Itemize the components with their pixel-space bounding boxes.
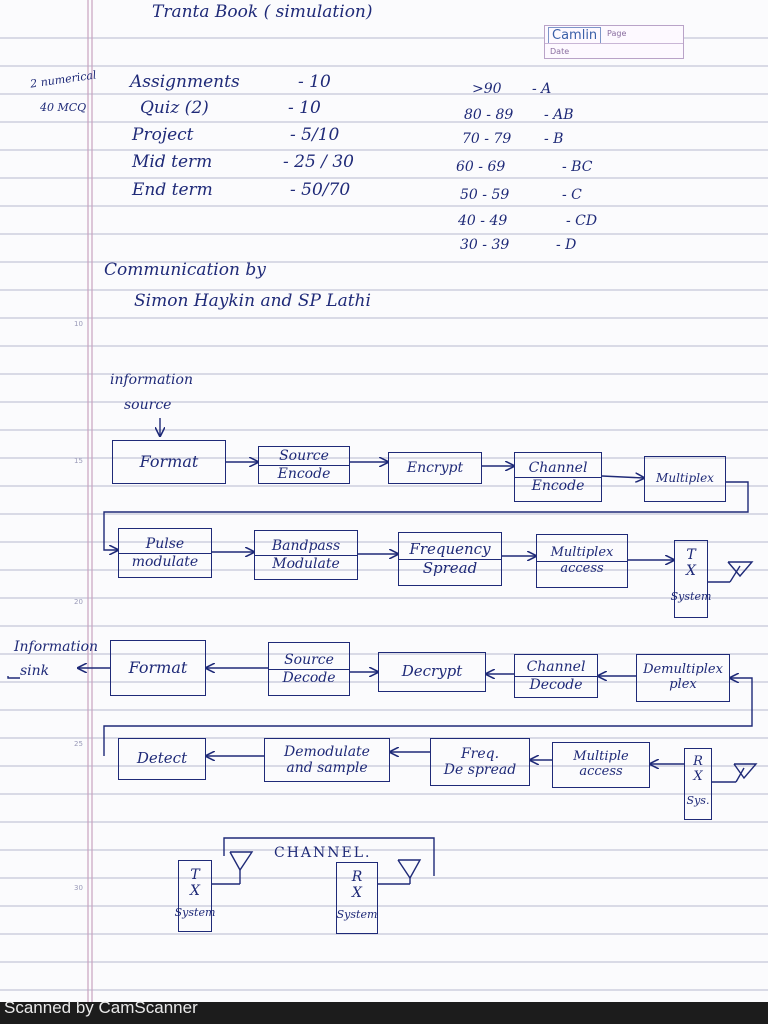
- grade-range: 30 - 39: [460, 237, 510, 253]
- frequency-spread-block: [398, 532, 502, 586]
- block-label: System: [174, 906, 216, 920]
- block-label: X: [686, 563, 696, 580]
- block-label: Source: [284, 652, 334, 669]
- block-label: Multiplex: [550, 544, 614, 560]
- multiple-access-block: [536, 534, 628, 588]
- block-label: and sample: [286, 760, 368, 776]
- line-number: 20: [74, 598, 83, 606]
- grade-range: 40 - 49: [458, 213, 508, 229]
- block-label: R: [351, 869, 363, 885]
- margin-note-mcq: 40 MCQ: [40, 101, 87, 114]
- grade-letter: - BC: [562, 159, 593, 175]
- component-value: - 10: [298, 72, 331, 92]
- component-value: - 5/10: [290, 125, 340, 145]
- component-label: Assignments: [130, 72, 240, 92]
- grade-range: 70 - 79: [462, 131, 512, 147]
- brand-name: Camlin: [548, 27, 601, 44]
- block-label: Multiplex: [656, 471, 714, 486]
- block-label: Sys.: [686, 793, 710, 807]
- block-label: access: [560, 560, 604, 576]
- component-value: - 50/70: [290, 180, 351, 200]
- block-label: Demultiplex: [643, 662, 723, 678]
- demodulate-sample-block: [264, 738, 390, 782]
- page-label: Page: [607, 29, 627, 38]
- block-label: X: [190, 883, 200, 900]
- block-label: Encode: [531, 477, 585, 494]
- block-label: System: [670, 590, 712, 604]
- block-label: Detect: [136, 749, 188, 768]
- grade-letter: - CD: [566, 213, 598, 229]
- date-label: Date: [550, 47, 570, 56]
- encrypt-block: [388, 452, 482, 484]
- info-source-label: information: [110, 372, 193, 388]
- margin-note-numerical: 2 numerical: [29, 68, 98, 91]
- channel-rx-block: [336, 862, 378, 934]
- decrypt-block: [378, 652, 486, 692]
- component-label: Mid term: [132, 152, 213, 172]
- source-encode-block: [258, 446, 350, 484]
- block-label: Encode: [277, 465, 331, 482]
- block-label: Decrypt: [401, 662, 463, 681]
- block-label: X: [693, 768, 703, 784]
- reference-line-1: Communication by: [104, 260, 266, 280]
- grade-letter: - C: [562, 187, 582, 203]
- rx-multiple-access-block: [552, 742, 650, 788]
- info-source-label: source: [124, 397, 172, 413]
- rx-format-block: [110, 640, 206, 696]
- block-label: Encrypt: [406, 459, 464, 476]
- pulse-modulate-block: [118, 528, 212, 578]
- reference-line-2: Simon Haykin and SP Lathi: [134, 291, 371, 311]
- tx-system-block: [670, 540, 712, 618]
- demultiplex-block: [636, 654, 730, 702]
- block-label: System: [336, 908, 378, 922]
- format-block: [112, 440, 226, 484]
- grade-range: 50 - 59: [460, 187, 510, 203]
- multiplex-block: [644, 456, 726, 502]
- block-label: access: [579, 764, 623, 779]
- block-label: T: [190, 867, 200, 883]
- freq-despread-block: [430, 738, 530, 786]
- block-label: Source: [279, 448, 329, 465]
- block-label: Decode: [282, 669, 336, 686]
- info-sink-label: sink: [20, 663, 50, 679]
- block-label: Channel: [528, 460, 588, 477]
- block-label: Demodulate: [284, 743, 370, 760]
- block-label: De spread: [443, 762, 517, 778]
- block-label: modulate: [131, 553, 199, 570]
- component-label: Project: [132, 125, 194, 145]
- component-value: - 25 / 30: [283, 152, 354, 172]
- block-label: X: [352, 885, 362, 902]
- bandpass-modulate-block: [254, 530, 358, 580]
- line-number: 30: [74, 884, 83, 892]
- line-number: 15: [74, 457, 83, 465]
- block-label: Format: [139, 451, 199, 471]
- channel-label: CHANNEL.: [274, 845, 372, 861]
- block-label: Freq.: [460, 745, 500, 762]
- block-label: Multiple: [573, 749, 629, 765]
- grade-range: 80 - 89: [464, 107, 514, 123]
- block-label: Bandpass: [271, 538, 341, 555]
- line-number: 10: [74, 320, 83, 328]
- line-number: 25: [74, 740, 83, 748]
- component-label: Quiz (2): [140, 98, 209, 118]
- channel-tx-block: [174, 860, 216, 932]
- block-label: Decode: [529, 676, 583, 693]
- page-title: Tranta Book ( simulation): [152, 2, 373, 22]
- channel-decode-block: [514, 654, 598, 698]
- detect-block: [118, 738, 206, 780]
- grade-letter: - AB: [544, 107, 574, 123]
- channel-encode-block: [514, 452, 602, 502]
- block-label: T: [686, 547, 696, 563]
- block-label: Channel: [526, 659, 586, 676]
- source-decode-block: [268, 642, 350, 696]
- grade-letter: - D: [556, 237, 577, 253]
- component-label: End term: [132, 180, 213, 200]
- block-label: plex: [669, 677, 697, 692]
- block-label: Frequency: [409, 540, 491, 559]
- block-label: Format: [128, 657, 188, 677]
- grade-letter: - B: [544, 131, 564, 147]
- grade-range: 60 - 69: [456, 159, 506, 175]
- grade-letter: - A: [532, 81, 552, 97]
- block-label: Modulate: [272, 555, 340, 572]
- component-value: - 10: [288, 98, 321, 118]
- info-sink-label: Information: [14, 639, 99, 655]
- block-label: Spread: [422, 558, 478, 577]
- grade-range: >90: [472, 81, 502, 97]
- block-label: Pulse: [145, 536, 185, 553]
- block-label: R: [693, 754, 703, 769]
- scanner-watermark: Scanned by CamScanner: [4, 998, 198, 1017]
- rx-system-block: [684, 748, 712, 820]
